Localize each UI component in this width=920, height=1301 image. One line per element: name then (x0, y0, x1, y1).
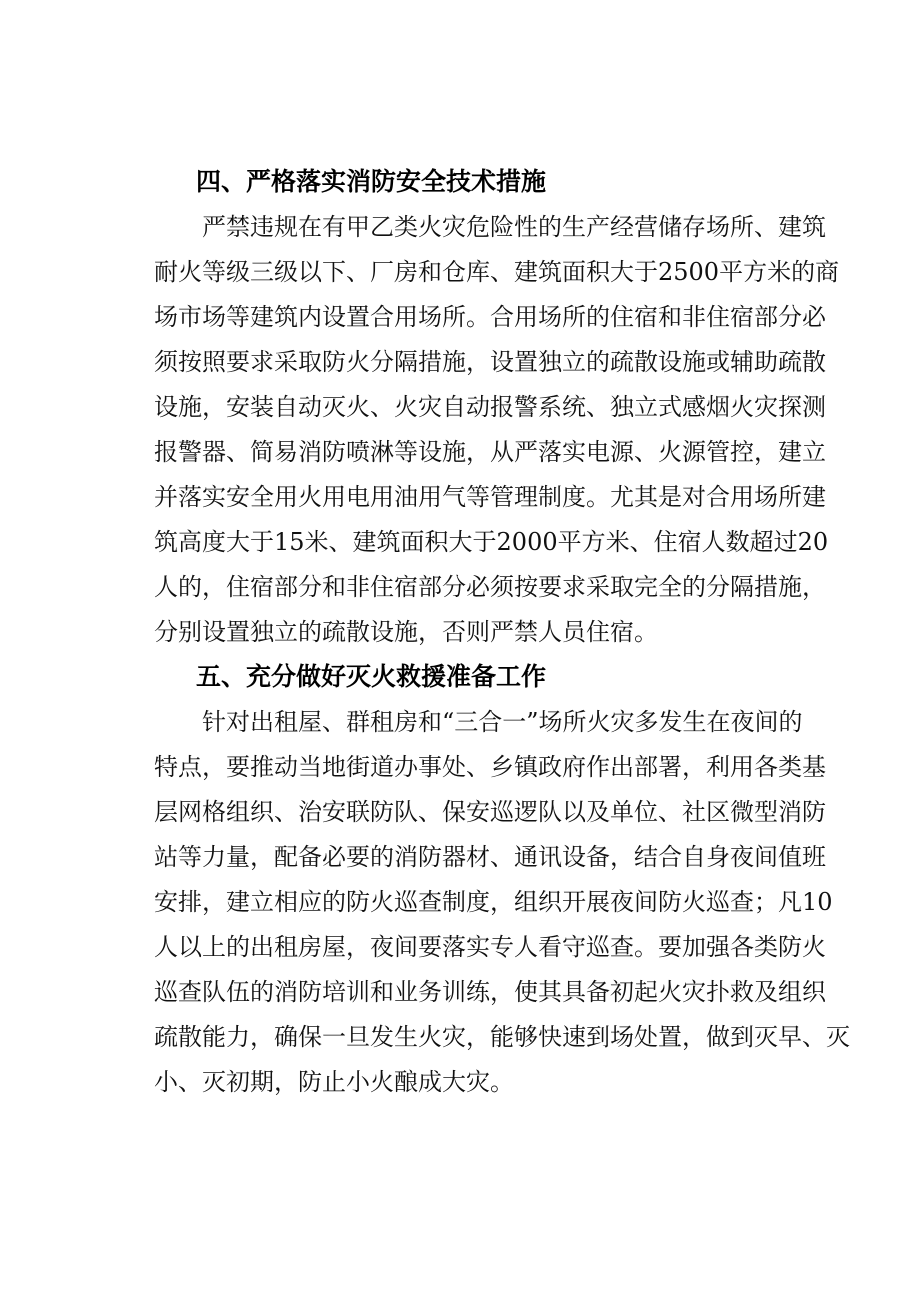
section-5-line-7: 巡查队伍的消防培训和业务训练，使其具备初起火灾扑救及组织 (154, 978, 826, 1006)
section-4-line-5: 设施，安装自动灭火、火灾自动报警系统、独立式感烟火灾探测 (154, 393, 826, 421)
section-5-line-9: 小、灭初期，防止小火酿成大灾。 (154, 1068, 514, 1096)
section-5-line-5: 安排，建立相应的防火巡查制度，组织开展夜间防火巡查；凡10 (154, 888, 833, 916)
section-5-line-3: 层网格组织、治安联防队、保安巡逻队以及单位、社区微型消防 (154, 798, 826, 826)
section-4-line-2: 耐火等级三级以下、厂房和仓库、建筑面积大于2500平方米的商 (154, 258, 840, 286)
section-4-line-8: 筑高度大于15米、建筑面积大于2000平方米、住宿人数超过20 (154, 528, 829, 556)
section-5-line-1: 针对出租屋、群租房和“三合一”场所火灾多发生在夜间的 (202, 708, 803, 736)
section-4-line-10: 分别设置独立的疏散设施，否则严禁人员住宿。 (154, 618, 658, 646)
section-4-heading: 四、严格落实消防安全技术措施 (196, 167, 547, 196)
section-5-line-2: 特点，要推动当地街道办事处、乡镇政府作出部署，利用各类基 (154, 753, 826, 781)
section-4-line-7: 并落实安全用火用电用油用气等管理制度。尤其是对合用场所建 (154, 483, 826, 511)
section-5-line-6: 人以上的出租房屋，夜间要落实专人看守巡查。要加强各类防火 (154, 933, 826, 961)
section-4-line-3: 场市场等建筑内设置合用场所。合用场所的住宿和非住宿部分必 (154, 303, 826, 331)
section-4-line-6: 报警器、简易消防喷淋等设施，从严落实电源、火源管控，建立 (154, 438, 826, 466)
section-5-line-4: 站等力量，配备必要的消防器材、通讯设备，结合自身夜间值班 (154, 843, 826, 871)
section-4-line-1: 严禁违规在有甲乙类火灾危险性的生产经营储存场所、建筑 (202, 213, 826, 241)
section-5-line-8: 疏散能力，确保一旦发生火灾，能够快速到场处置，做到灭早、灭 (154, 1023, 850, 1051)
section-5-heading: 五、充分做好灭火救援准备工作 (196, 662, 547, 691)
section-4-line-9: 人的，住宿部分和非住宿部分必须按要求采取完全的分隔措施， (154, 573, 826, 601)
section-4-line-4: 须按照要求采取防火分隔措施，设置独立的疏散设施或辅助疏散 (154, 348, 826, 376)
